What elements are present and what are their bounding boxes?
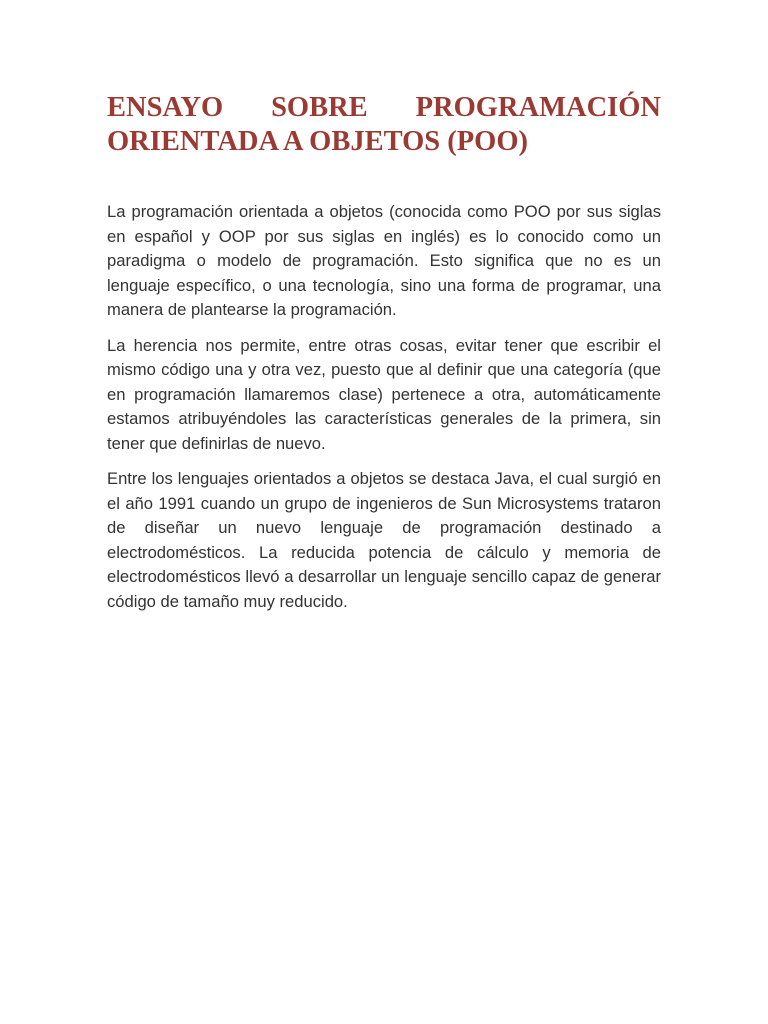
paragraph-2: La herencia nos permite, entre otras cosas, evitar tener que escribir el mismo código una y otra vez, puesto que al definir que una categoría (que en programación llamaremos clase) pertenece a otra, automáticamente estamos atribuyéndoles las características generales de la primera, sin tener que definirlas de nuevo. <box>107 335 661 453</box>
paragraph-3: Entre los lenguajes orientados a objetos se destaca Java, el cual surgió en el año 1991 cuando un grupo de ingenieros de Sun Microsystems trataron de diseñar un nuevo lenguaje de programación destinado a electrodomésticos. La reducida potencia de cálculo y memoria de electrodomésticos llevó a desarrollar un lenguaje sencillo capaz de generar código de tamaño muy reducido. <box>107 469 661 611</box>
paragraph-1: La programación orientada a objetos (conocida como POO por sus siglas en español y OOP por sus siglas en inglés) es lo conocido como un paradigma o modelo de programación. Esto significa que no es un lenguaje específico, o una tecnología, sino una forma de programar, una manera de plantearse la programación. <box>107 202 661 319</box>
document-title <box>107 91 661 159</box>
document-body <box>107 200 661 614</box>
title-line-1: ENSAYO SOBRE PROGRAMACIÓN <box>107 92 661 123</box>
title-line-2: ORIENTADA A OBJETOS (POO) <box>107 126 528 157</box>
